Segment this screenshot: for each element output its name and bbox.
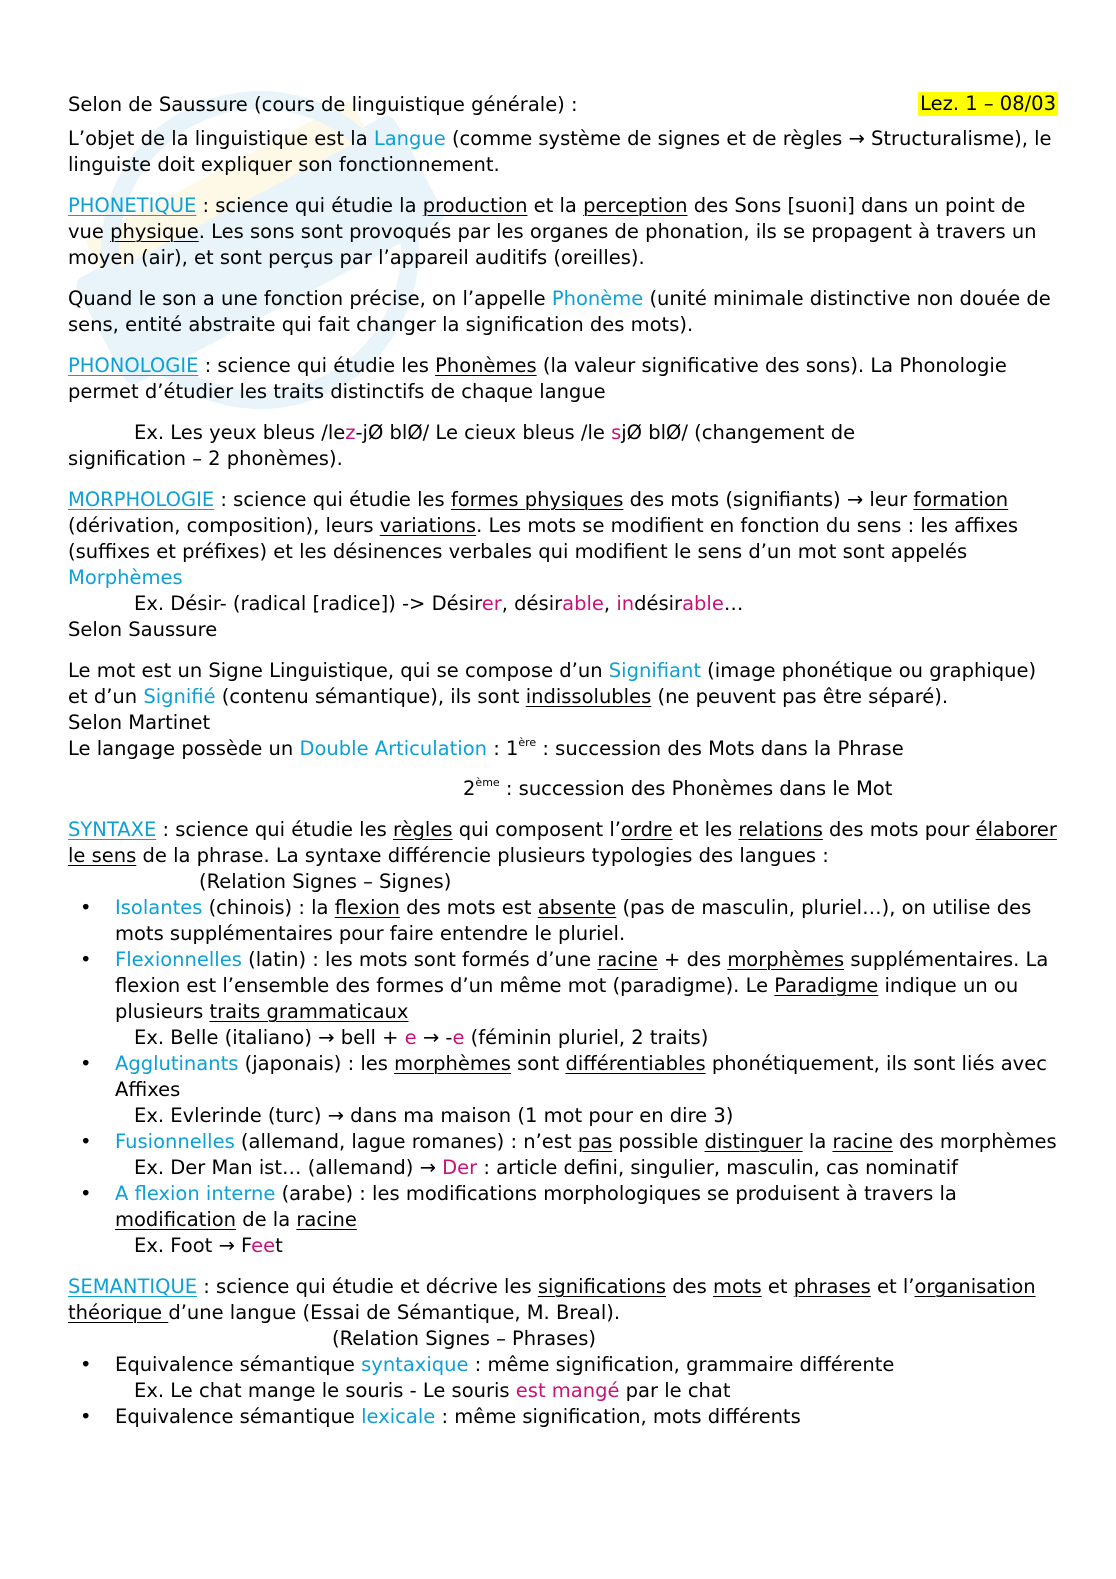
- semantique-list: [68, 1352, 1058, 1430]
- lesson-date: Lez. 1 – 08/03: [920, 92, 1056, 115]
- paragraph-phoneme: Quand le son a une fonction précise, on l’appelle Phonème (unité minimale distinctive non douée de sens, entité abstraite qui fait changer la signification des mots).: [68, 287, 1051, 336]
- list-item-equivalence-lexicale: • Equivalence sémantique lexicale : même signification, mots différents: [68, 1404, 1058, 1430]
- document-body: [68, 92, 1058, 1430]
- paragraph-langue: L’objet de la linguistique est la Langue (comme système de signes et de règles → Structuralisme), le linguiste doit expliquer son fonctionnement.: [68, 127, 1052, 176]
- phonologie-example: Ex. Les yeux bleus /lez-jØ blØ/ Le cieux bleus /le sjØ blØ/ (changement de signification – 2 phonèmes).: [68, 421, 856, 470]
- term-phonologie: PHONOLOGIE: [68, 354, 199, 377]
- term-semantique: SEMANTIQUE: [68, 1275, 198, 1298]
- list-item-isolantes: • Isolantes (chinois) : la flexion des mots est absente (pas de masculin, pluriel…), on utilise des mots supplémentaires pour faire entendre le pluriel.: [68, 895, 1058, 947]
- intro-heading: Selon de Saussure (cours de linguistique générale) :: [68, 93, 578, 116]
- equivalence-syntaxique-example: Ex. Le chat mange le souris - Le souris est mangé par le chat: [134, 1379, 731, 1402]
- paragraph-phonetique: PHONETIQUE : science qui étudie la production et la perception des Sons [suoni] dans un point de vue physique. Les sons sont provoqués par les organes de phonation, ils se propagent à travers un moyen (air), et sont perçus par l’appareil auditifs (oreilles).: [68, 194, 1037, 269]
- paragraph-semantique: SEMANTIQUE : science qui étudie et décrive les significations des mots et phrases et l’organisation théorique d’une langue (Essai de Sémantique, M. Breal).: [68, 1275, 1036, 1324]
- list-item-flexion-interne: • A flexion interne (arabe) : les modifications morphologiques se produisent à travers la modification de la racine: [68, 1181, 1058, 1233]
- term-phonetique: PHONETIQUE: [68, 194, 197, 217]
- syntaxe-types-list: [68, 895, 1058, 1259]
- term-morphologie: MORPHOLOGIE: [68, 488, 215, 511]
- morphologie-example: Ex. Désir- (radical [radice]) -> Désirer, désirable, indésirable…: [134, 592, 744, 615]
- term-syntaxe: SYNTAXE: [68, 818, 157, 841]
- semantique-relation: (Relation Signes – Phrases): [332, 1327, 597, 1350]
- paragraph-morphologie: MORPHOLOGIE : science qui étudie les formes physiques des mots (signifiants) → leur formation (dérivation, composition), leurs variations. Les mots se modifient en fonction du sens : les affixes (suffixes et préfixes) et les désinences verbales qui modifient le sens d’un mot sont appelés Morphèmes: [68, 488, 1019, 589]
- selon-martinet: Selon Martinet: [68, 711, 211, 734]
- header-row: [68, 92, 1058, 118]
- list-item-equivalence-syntaxique: • Equivalence sémantique syntaxique : même signification, grammaire différente: [68, 1352, 1058, 1378]
- paragraph-signe: Le mot est un Signe Linguistique, qui se compose d’un Signifiant (image phonétique ou graphique) et d’un Signifié (contenu sémantique), ils sont indissolubles (ne peuvent pas être séparé).: [68, 659, 1037, 708]
- flexion-interne-example: Ex. Foot → Feet: [134, 1234, 283, 1257]
- flexionnelles-example: Ex. Belle (italiano) → bell + e → -e (féminin pluriel, 2 traits): [134, 1026, 709, 1049]
- paragraph-syntaxe: SYNTAXE : science qui étudie les règles qui composent l’ordre et les relations des mots pour élaborer le sens de la phrase. La syntaxe différencie plusieurs typologies des langues :: [68, 818, 1057, 867]
- syntaxe-relation: (Relation Signes – Signes): [199, 870, 452, 893]
- list-item-agglutinants: • Agglutinants (japonais) : les morphèmes sont différentiables phonétiquement, ils sont liés avec Affixes: [68, 1051, 1058, 1103]
- articulation-line-2: 2ème : succession des Phonèmes dans le Mot: [463, 776, 893, 800]
- selon-saussure: Selon Saussure: [68, 618, 218, 641]
- agglutinants-example: Ex. Evlerinde (turc) → dans ma maison (1 mot pour en dire 3): [134, 1104, 734, 1127]
- paragraph-phonologie: PHONOLOGIE : science qui étudie les Phonèmes (la valeur significative des sons). La Phonologie permet d’étudier les traits distinctifs de chaque langue: [68, 354, 1007, 403]
- articulation-line-1: Le langage possède un Double Articulation : 1ère : succession des Mots dans la Phrase: [68, 736, 904, 760]
- fusionnelles-example: Ex. Der Man ist… (allemand) → Der : article defini, singulier, masculin, cas nominatif: [134, 1156, 959, 1179]
- list-item-flexionnelles: • Flexionnelles (latin) : les mots sont formés d’une racine + des morphèmes supplémentaires. La flexion est l’ensemble des formes d’un même mot (paradigme). Le Paradigme indique un ou plusieurs traits grammaticaux: [68, 947, 1058, 1025]
- list-item-fusionnelles: • Fusionnelles (allemand, lague romanes) : n’est pas possible distinguer la racine des morphèmes: [68, 1129, 1058, 1155]
